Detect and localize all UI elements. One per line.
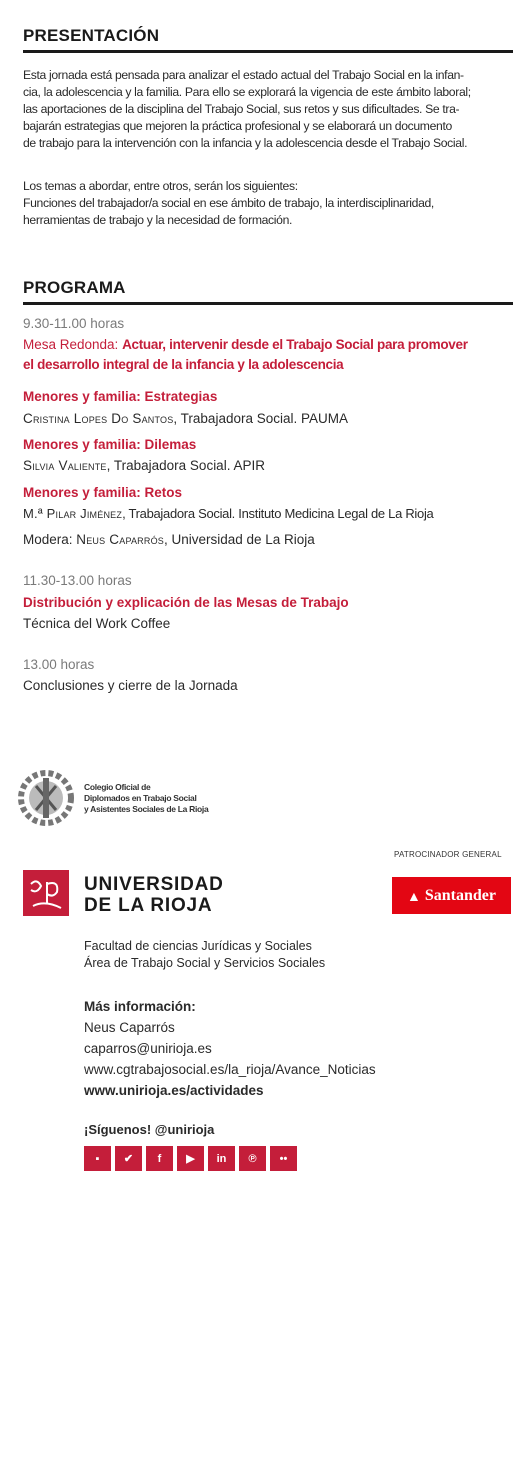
facultad-line-1: Facultad de ciencias Jurídicas y Sociales	[84, 939, 312, 953]
mesa-title-2: el desarrollo integral de la infancia y la adolescencia	[23, 357, 344, 372]
info-link-unirioja[interactable]: www.unirioja.es/actividades	[84, 1083, 264, 1098]
block2-time: 11.30-13.00 horas	[23, 573, 132, 588]
website-icon[interactable]: ▪	[84, 1146, 111, 1171]
mesa-title-1: Actuar, intervenir desde el Trabajo Social para promover	[122, 337, 468, 352]
info-title: Más información:	[84, 999, 196, 1014]
facebook-icon[interactable]: f	[146, 1146, 173, 1171]
talk-3-speaker: M.ª Pilar Jiménez, Trabajadora Social. Instituto Medicina Legal de La Rioja	[23, 506, 434, 521]
talk-2-speaker: Silvia Valiente, Trabajadora Social. APIR	[23, 458, 265, 473]
moderator: Modera: Neus Caparrós, Universidad de La Rioja	[23, 532, 315, 547]
presentacion-paragraph-2: Los temas a abordar, entre otros, serán los siguientes: Funciones del trabajador/a social en ese ámbito de trabajo, la interdisciplinaridad, herramientas de trabajo y la necesidad de formación.	[23, 179, 434, 227]
facultad-line-2: Área de Trabajo Social y Servicios Sociales	[84, 956, 326, 970]
flickr-icon[interactable]: ••	[270, 1146, 297, 1171]
siguenos-label: ¡Síguenos! @unirioja	[84, 1122, 215, 1137]
presentacion-title: PRESENTACIÓN	[23, 26, 513, 53]
mesa-redonda-line1	[23, 335, 518, 355]
talk-1-title: Menores y familia: Estrategias	[23, 389, 218, 404]
social-icons-bar	[84, 1146, 297, 1171]
info-contact: Neus Caparrós	[84, 1020, 175, 1035]
colegio-logo	[16, 768, 76, 828]
universidad-emblem-icon	[23, 870, 69, 916]
block2-title: Distribución y explicación de las Mesas de Trabajo	[23, 595, 349, 610]
presentacion-paragraph-1: Esta jornada está pensada para analizar el estado actual del Trabajo Social en la infan- cia, la adolescencia y la familia. Para ello se explorará la vigencia de este ámbito laboral; las aportaciones de la disciplina del Trabajo Social, sus retos y sus dificultades. Se tra- bajarán estrategias que mejoren la práctica profesional y se elaborará un documento de trabajo para la intervención con la infancia y la adolescencia desde el Trabajo Social.	[23, 68, 471, 150]
patrocinador-label: PATROCINADOR GENERAL	[394, 850, 502, 859]
youtube-icon[interactable]: ▶	[177, 1146, 204, 1171]
info-link-cgtrabajosocial[interactable]: www.cgtrabajosocial.es/la_rioja/Avance_Noticias	[84, 1062, 376, 1077]
talk-1-speaker: Cristina Lopes Do Santos, Trabajadora Social. PAUMA	[23, 411, 348, 426]
block3-desc: Conclusiones y cierre de la Jornada	[23, 678, 238, 693]
talk-2-title: Menores y familia: Dilemas	[23, 437, 197, 452]
talk-3-title: Menores y familia: Retos	[23, 485, 183, 500]
santander-logo: ▲ Santander	[392, 877, 511, 914]
block2-desc: Técnica del Work Coffee	[23, 616, 171, 631]
universidad-name: UNIVERSIDAD DE LA RIOJA	[84, 874, 224, 916]
mesa-prefix: Mesa Redonda:	[23, 337, 123, 352]
linkedin-icon[interactable]: in	[208, 1146, 235, 1171]
block3-time: 13.00 horas	[23, 657, 95, 672]
santander-flame-icon: ▲	[407, 887, 421, 904]
colegio-emblem-icon	[16, 768, 76, 828]
pinterest-icon[interactable]: ℗	[239, 1146, 266, 1171]
colegio-name: Colegio Oficial de Diplomados en Trabajo Social y Asistentes Sociales de La Rioja	[84, 782, 209, 814]
twitter-icon[interactable]: ✔	[115, 1146, 142, 1171]
info-email[interactable]: caparros@unirioja.es	[84, 1041, 212, 1056]
programa-title: PROGRAMA	[23, 278, 513, 305]
block1-time: 9.30-11.00 horas	[23, 316, 125, 331]
